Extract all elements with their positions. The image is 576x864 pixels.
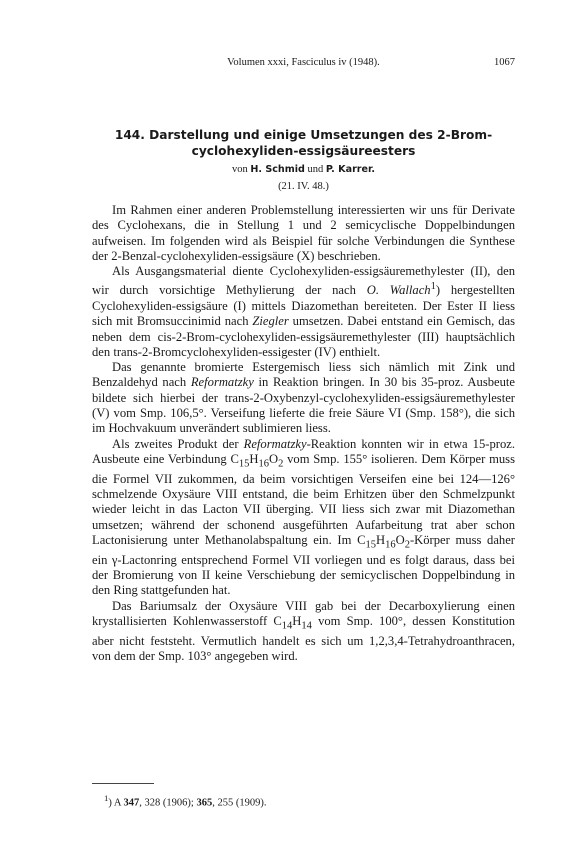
byline-prefix: von	[231, 164, 248, 175]
paragraph-2: Als Ausgangsmaterial diente Cyclohexyliden-essigsäuremethylester (II), den wir durch vorsichtige Methylierung der nach O. Wallach$^1$) hergestellten Cyclohexyliden-essigsäure (I) mittels Diazomethan bereiteten. Der Ester II liess sich mit Bromsuccinimid nach Ziegler umsetzen. Dabei entstand ein Gemisch, das neben dem cis-2-Brom-cyclohexyliden-essigsäuremethylester (III) hauptsächlich den trans-2-Bromcyclohexyliden-essigester (IV) enthielt.	[92, 264, 515, 359]
running-head	[92, 56, 515, 70]
byline	[92, 163, 515, 176]
footnote-ref[interactable]: 1	[430, 281, 436, 293]
title-line-1: 144. Darstellung und einige Umsetzungen des 2-Brom-	[114, 128, 493, 142]
volume-number: 365	[196, 797, 213, 809]
received-date: (21. IV. 48.)	[278, 181, 329, 192]
footnote-divider	[92, 783, 154, 784]
byline-and: und	[307, 164, 324, 175]
author-reference-ziegler: Ziegler	[252, 314, 289, 329]
chemical-formula: $C_{15}H_{16}O_2$	[357, 532, 410, 551]
running-head-text: Volumen xxxi, Fasciculus iv (1948).	[227, 57, 380, 68]
paragraph-4: Als zweites Produkt der Reformatzky-Reaktion konnten wir in etwa 15-proz. Ausbeute eine Verbindung $C_{15}H_{16}O_2$ vom Smp. 155° isolieren. Dem Körper muss die Formel VII zukommen, da beim vorsichtigen Verseifen eine bei 124—126° schmelzende Oxysäure VIII entstand, die beim Erhitzen über den Schmelzpunkt wieder leicht in das Lacton VII überging. VII liess sich zwar mit Diazomethan umsetzen; während der schonend ausgeführten Aufarbeitung trat aber schon Lactonisierung unter Methanolabspaltung ein. Im $C_{15}H_{16}O_2$-Körper muss daher ein γ-Lactonring entsprechend Formel VII vorliegen und es folgt daraus, dass bei der Bromierung von II keine Verschiebung der semicyclischen Doppelbindung in den Ring stattgefunden hat.	[92, 436, 515, 598]
author-2: P. Karrer.	[325, 164, 376, 175]
article-body	[92, 203, 515, 664]
footnote-marker: 1	[104, 793, 109, 803]
chemical-formula: $C_{15}H_{16}O_2$	[230, 451, 284, 470]
article-title	[92, 127, 515, 159]
volume-number: 347	[123, 797, 140, 809]
chemical-formula: $C_{14}H_{14}$	[273, 613, 312, 632]
author-reference-reformatzky: Reformatzky	[190, 375, 254, 390]
author-1: H. Schmid	[250, 164, 305, 175]
author-reference-reformatzky: Reformatzky	[243, 436, 307, 451]
page-number: 1067	[494, 57, 515, 68]
title-line-2: cyclohexyliden-essigsäureesters	[191, 144, 416, 158]
paragraph-1: Im Rahmen einer anderen Problemstellung interessierten wir uns für Derivate des Cyclohexans, die in Stellung 1 und 2 semicyclische Doppelbindungen aufweisen. Im folgenden wird als Beispiel für solche Verbindungen die Synthese der 2-Benzal-cyclohexyliden-essigsäure (X) beschrieben.	[92, 203, 515, 263]
footnote: $^1$) A 347, 328 (1906); 365, 255 (1909).	[104, 793, 267, 809]
author-reference-wallach: O. Wallach	[366, 283, 431, 298]
paragraph-5: Das Bariumsalz der Oxysäure VIII gab bei der Decarboxylierung einen krystallisierten Kohlenwasserstoff $C_{14}H_{14}$ vom Smp. 100°, dessen Konstitution aber nicht feststeht. Vermutlich handelt es sich um 1,2,3,4-Tetrahydroanthracen, von dem der Smp. 103° angegeben wird.	[92, 598, 515, 664]
paragraph-3: Das genannte bromierte Estergemisch liess sich nämlich mit Zink und Benzaldehyd nach Reformatzky in Reaktion bringen. In 30 bis 35-proz. Ausbeute bildete sich hierbei der trans-2-Oxybenzyl-cyclohexyliden-essigsäuremethylester (V) vom Smp. 106,5°. Verseifung lieferte die freie Säure VI (Smp. 158°), die sich im Hochvakuum unverändert sublimieren liess.	[92, 360, 515, 436]
